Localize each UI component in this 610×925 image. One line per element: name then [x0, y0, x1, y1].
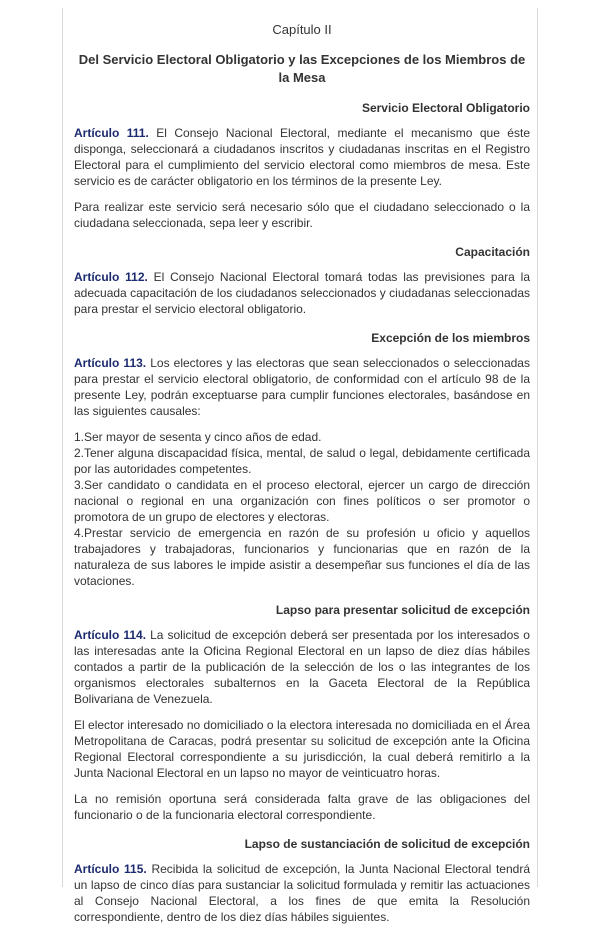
article-112-text: El Consejo Nacional Electoral tomará todas las previsiones para la adecuada capacitación de los ciudadanos seleccionados y ciudadanas seleccionadas para prestar el servicio electoral obligatorio. [74, 270, 530, 316]
list-item: 3.Ser candidato o candidata en el proceso electoral, ejercer un cargo de dirección nacional o regional en una organización con fines políticos o ser promotor o promotora de un grupo de electores y electoras. [74, 478, 530, 524]
list-item: 4.Prestar servicio de emergencia en razón de su profesión u oficio y aquellos trabajadores y trabajadoras, funcionarios y funcionarias que en razón de la naturaleza de sus labores le impide asistir a desempeñar sus funciones el día de las votaciones. [74, 526, 530, 588]
section-heading-capacitacion: Capacitación [455, 245, 530, 259]
article-115-text: Recibida la solicitud de excepción, la Junta Nacional Electoral tendrá un lapso de cinco días para sustanciar la solicitud formulada y remitir las actuaciones al Consejo Nacional Electoral, a los fines de que emita la Resolución correspondiente, dentro de los diez días hábiles siguientes. [74, 862, 530, 924]
article-113-text: Los electores y las electoras que sean seleccionados o seleccionadas para prestar el servicio electoral obligatorio, de conformidad con el artículo 98 de la presente Ley, podrán exceptuarse para cumplir funciones electorales, basándose en las siguientes causales: [74, 356, 530, 418]
article-111-text: El Consejo Nacional Electoral, mediante el mecanismo que éste disponga, seleccionará a ciudadanos inscritos y ciudadanas inscritas en el Registro Electoral para el cumplimiento del servicio electoral como miembros de mesa. Este servicio es de carácter obligatorio en los términos de la presente Ley. [74, 126, 530, 188]
article-111-label: Artículo 111. [74, 126, 149, 140]
section-heading-lapso-presentar: Lapso para presentar solicitud de excepción [275, 603, 530, 617]
list-item: 1.Ser mayor de sesenta y cinco años de edad. [74, 430, 322, 444]
document-page [62, 8, 538, 924]
article-114-label: Artículo 114. [74, 628, 147, 642]
list-item: 2.Tener alguna discapacidad física, mental, de salud o legal, debidamente certificada por las autoridades competentes. [74, 446, 530, 476]
article-115 [74, 861, 530, 925]
chapter-title: Del Servicio Electoral Obligatorio y las Excepciones de los Miembros de la Mesa [78, 52, 526, 85]
chapter-label: Capítulo II [272, 22, 332, 37]
article-111-paragraph-2: Para realizar este servicio será necesario sólo que el ciudadano seleccionado o la ciudadana seleccionada, sepa leer y escribir. [74, 200, 530, 230]
article-113 [74, 355, 530, 419]
article-111 [74, 125, 530, 189]
article-112 [74, 269, 530, 317]
document-content [74, 8, 530, 925]
article-114-text: La solicitud de excepción deberá ser presentada por los interesados o las interesadas ante la Oficina Regional Electoral en un lapso de diez días hábiles contados a partir de la publicación de la selección de los o las integrantes de los organismos electorales subalternos en la Gaceta Electoral de la República Bolivariana de Venezuela. [74, 628, 530, 706]
article-115-label: Artículo 115. [74, 862, 147, 876]
section-heading-lapso-sustanciacion: Lapso de sustanciación de solicitud de excepción [244, 837, 530, 851]
article-112-label: Artículo 112. [74, 270, 148, 284]
section-heading-excepcion-miembros: Excepción de los miembros [371, 331, 530, 345]
section-heading-servicio-electoral: Servicio Electoral Obligatorio [361, 101, 530, 115]
article-113-label: Artículo 113. [74, 356, 147, 370]
article-114 [74, 627, 530, 707]
article-113-causales-list [74, 429, 530, 589]
article-114-paragraph-2: El elector interesado no domiciliado o la electora interesada no domiciliada en el Área Metropolitana de Caracas, podrá presentar su solicitud de excepción ante la Oficina Regional Electoral correspondiente a su jurisdicción, la cual deberá remitirlo a la Junta Nacional Electoral en un lapso no mayor de veinticuatro horas. [74, 718, 530, 780]
article-114-paragraph-3: La no remisión oportuna será considerada falta grave de las obligaciones del funcionario o de la funcionaria electoral correspondiente. [74, 792, 530, 822]
